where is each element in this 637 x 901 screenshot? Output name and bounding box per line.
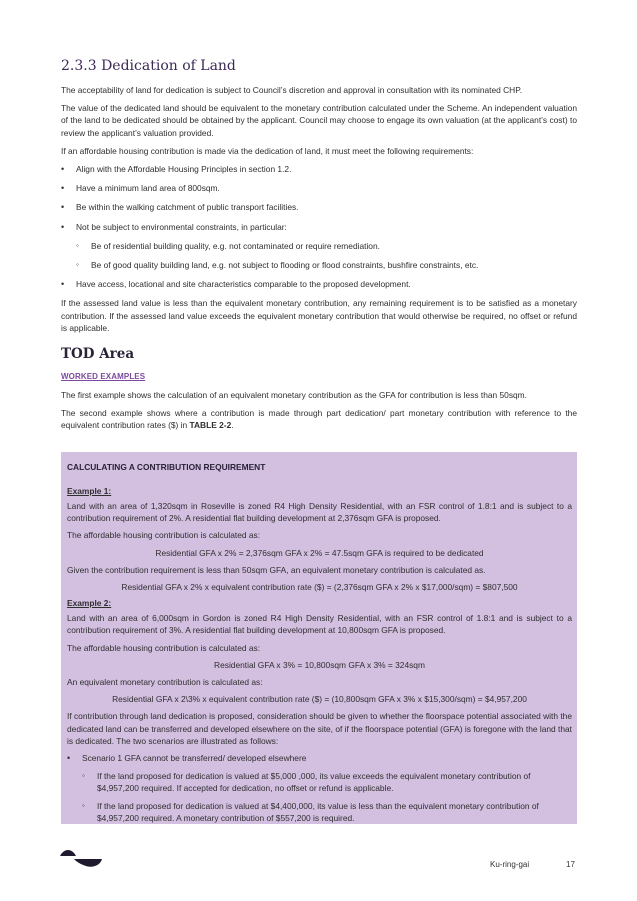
- paragraph: [61, 407, 577, 431]
- paragraph: The acceptability of land for dedication is subject to Council’s discretion and approval in consultation with its nominated CHP.: [61, 85, 523, 95]
- tod-heading: TOD Area: [61, 346, 135, 363]
- scenario-sublist: [82, 770, 572, 824]
- list-item: • Align with the Affordable Housing Principles in section 1.2.: [61, 163, 577, 175]
- paragraph: The affordable housing contribution is calculated as:: [67, 642, 261, 653]
- list-item: ◦ If the land proposed for dedication is valued at $5,000 ,000, its value exceeds the equivalent monetary contribution of $4,957,200 required. If accepted for dedication, no offset or refund is applicable.: [82, 770, 572, 794]
- paragraph: An equivalent monetary contribution is calculated as:: [67, 677, 263, 688]
- page-number: 17: [566, 860, 575, 869]
- list-item: ◦ Be of residential building quality, e.g. not contaminated or require remediation.: [76, 240, 577, 252]
- page-content: [61, 58, 577, 438]
- calculation: Residential GFA x 2% = 2,376sqm GFA x 2% = 47.5sqm GFA is required to be dedicated: [155, 547, 484, 558]
- box-heading: CALCULATING A CONTRIBUTION REQUIREMENT: [67, 462, 266, 472]
- worked-examples-label: WORKED EXAMPLES: [61, 372, 146, 382]
- contribution-calculation-box: [61, 452, 577, 824]
- list-item: ◦ Be of good quality building land, e.g. not subject to flooding or flood constraints, bushfire constraints, etc.: [76, 259, 577, 271]
- paragraph: Given the contribution requirement is less than 50sqm GFA, an equivalent monetary contribution is calculated as.: [67, 564, 486, 575]
- example-2-label: Example 2:: [67, 598, 112, 609]
- footer-organisation: Ku-ring-gai: [490, 860, 530, 869]
- requirements-list-cont: [61, 278, 577, 290]
- constraints-sublist: [76, 240, 577, 271]
- council-logo-icon: [60, 846, 102, 873]
- calculation: Residential GFA x 3% = 10,800sqm GFA x 3% = 324sqm: [214, 659, 425, 670]
- list-item: • Have access, locational and site characteristics comparable to the proposed development.: [61, 278, 577, 290]
- paragraph: If contribution through land dedication is proposed, consideration should be given to whether the floorspace potential associated with the dedicated land can be transferred and developed elsewhere on the site, of if the floorspace potential (GFA) is foregone with the land that is dedicated. The two scenarios are illustrated as follows:: [67, 711, 572, 746]
- list-item: • Not be subject to environmental constraints, in particular:: [61, 221, 577, 233]
- paragraph-end: .: [231, 420, 234, 431]
- paragraph: The value of the dedicated land should be equivalent to the monetary contribution calculated under the Scheme. An independent valuation of the land to be dedicated should be obtained by the applicant. Council may choose to engage its own valuation (at the applicant’s cost) to review the applicant’s valuation provided.: [61, 103, 577, 138]
- paragraph: Land with an area of 1,320sqm in Roseville is zoned R4 High Density Residential, with an FSR control of 1.8:1 and is subject to a contribution requirement of 2%. A residential flat building development at 2,376sqm GFA is proposed.: [67, 501, 572, 524]
- paragraph-text: The second example shows where a contribution is made through part dedication/ part monetary contribution with reference to the equivalent contribution rates ($) in: [61, 408, 577, 431]
- paragraph: If the assessed land value is less than the equivalent monetary contribution, any remaining requirement is to be satisfied as a monetary contribution. If the assessed land value exceeds the equivalent monetary contribution that would otherwise be required, no offset or refund is applicable.: [61, 298, 577, 333]
- scenario-list: [67, 752, 572, 764]
- paragraph: The affordable housing contribution is calculated as:: [67, 530, 261, 541]
- list-item: • Scenario 1 GFA cannot be transferred/ developed elsewhere: [67, 752, 572, 764]
- calculation: Residential GFA x 2% x equivalent contribution rate ($) = (2,376sqm GFA x 2% x $17,000/sqm) = $807,500: [121, 582, 518, 593]
- paragraph: Land with an area of 6,000sqm in Gordon is zoned R4 High Density Residential, with an FSR control of 1.8:1 and is subject to a contribution requirement of 3%. A residential flat building development at 10,800sqm GFA is proposed.: [67, 613, 572, 636]
- list-item: • Be within the walking catchment of public transport facilities.: [61, 201, 577, 213]
- example-1-label: Example 1:: [67, 486, 112, 496]
- requirements-list: [61, 163, 577, 233]
- paragraph: If an affordable housing contribution is made via the dedication of land, it must meet the following requirements:: [61, 145, 474, 156]
- list-item: ◦ If the land proposed for dedication is valued at $4,400,000, its value is less than the equivalent monetary contribution of $4,957,200 required. A monetary contribution of $557,200 is required.: [82, 800, 572, 824]
- table-reference: TABLE 2-2: [189, 420, 232, 431]
- paragraph: The first example shows the calculation of an equivalent monetary contribution as the GFA for contribution is less than 50sqm.: [61, 390, 527, 401]
- section-heading: 2.3.3 Dedication of Land: [61, 58, 236, 74]
- calculation: Residential GFA x 2\3% x equivalent contribution rate ($) = (10,800sqm GFA x 3% x $15,300/sqm) = $4,957,200: [112, 694, 527, 705]
- list-item: • Have a minimum land area of 800sqm.: [61, 182, 577, 194]
